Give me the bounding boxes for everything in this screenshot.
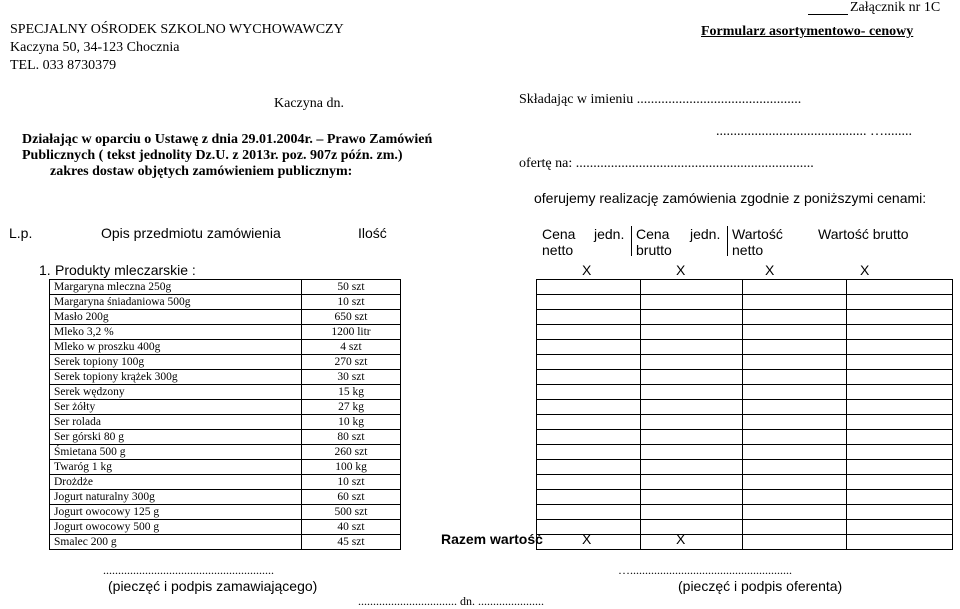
item-name: Śmietana 500 g: [50, 445, 302, 460]
table-row: [50, 415, 953, 430]
gap-cell: [401, 505, 537, 520]
gap-cell: [401, 325, 537, 340]
gross-value-cell[interactable]: [847, 325, 953, 340]
item-quantity: 650 szt: [302, 310, 401, 325]
item-quantity: 10 szt: [302, 295, 401, 310]
net-value-cell[interactable]: [743, 430, 847, 445]
gross-unit-price-cell[interactable]: [641, 325, 743, 340]
gross-unit-price-cell[interactable]: [641, 445, 743, 460]
col-net-value: [728, 226, 810, 256]
gap-cell: [401, 430, 537, 445]
item-quantity: 4 szt: [302, 340, 401, 355]
net-unit-price-cell[interactable]: [537, 490, 641, 505]
place-date: Kaczyna dn.: [274, 96, 344, 111]
item-name: Smalec 200 g: [50, 535, 302, 550]
gross-unit-price-cell[interactable]: [641, 400, 743, 415]
item-name: Serek topiony 100g: [50, 355, 302, 370]
gross-unit-price-cell[interactable]: [641, 280, 743, 295]
item-quantity: 100 kg: [302, 460, 401, 475]
net-value-cell[interactable]: [743, 475, 847, 490]
item-name: Margaryna śniadaniowa 500g: [50, 295, 302, 310]
net-value-cell[interactable]: [743, 385, 847, 400]
gross-value-cell[interactable]: [847, 310, 953, 325]
gross-unit-price-cell[interactable]: [641, 310, 743, 325]
table-row: [50, 370, 953, 385]
col-desc: Opis przedmiotu zamówienia: [101, 225, 281, 241]
org-address: Kaczyna 50, 34-123 Chocznia: [10, 40, 180, 55]
footer-left-dots: .........................................................: [103, 563, 274, 577]
net-value-cell[interactable]: [743, 280, 847, 295]
net-unit-price-cell[interactable]: [537, 430, 641, 445]
gross-unit-price-cell[interactable]: [641, 385, 743, 400]
item-quantity: 500 szt: [302, 505, 401, 520]
gross-unit-price-cell[interactable]: [641, 460, 743, 475]
item-quantity: 30 szt: [302, 370, 401, 385]
item-quantity: 10 kg: [302, 415, 401, 430]
item-name: Margaryna mleczna 250g: [50, 280, 302, 295]
col-lp: L.p.: [9, 225, 33, 241]
item-quantity: 50 szt: [302, 280, 401, 295]
net-unit-price-cell[interactable]: [537, 400, 641, 415]
gross-value-cell[interactable]: [847, 415, 953, 430]
gap-cell: [401, 385, 537, 400]
legal-line-2: Publicznych ( tekst jednolity Dz.U. z 2013r. poz. 907z późn. zm.): [22, 148, 403, 163]
net-value-cell[interactable]: [743, 445, 847, 460]
item-name: Drożdże: [50, 475, 302, 490]
footer-left-caption: (pieczęć i podpis zamawiającego): [108, 578, 318, 594]
col-net-unit-a: Cena: [542, 226, 576, 242]
net-unit-price-cell[interactable]: [537, 355, 641, 370]
item-quantity: 40 szt: [302, 520, 401, 535]
item-quantity: 27 kg: [302, 400, 401, 415]
gross-value-cell[interactable]: [847, 370, 953, 385]
gap-cell: [401, 310, 537, 325]
gross-unit-price-cell[interactable]: [641, 340, 743, 355]
net-value-cell[interactable]: [743, 370, 847, 385]
gross-unit-price-cell[interactable]: [641, 475, 743, 490]
gross-value-cell[interactable]: [847, 295, 953, 310]
table-row: [50, 460, 953, 475]
net-unit-price-cell[interactable]: [537, 385, 641, 400]
col-net-unit-c: netto: [542, 242, 574, 258]
item-name: Ser górski 80 g: [50, 430, 302, 445]
gross-unit-price-cell[interactable]: [641, 520, 743, 535]
net-unit-price-cell[interactable]: [537, 295, 641, 310]
net-value-cell[interactable]: [743, 325, 847, 340]
gross-value-cell[interactable]: [847, 340, 953, 355]
table-row: [50, 355, 953, 370]
gross-value-cell[interactable]: [847, 445, 953, 460]
item-name: Jogurt owocowy 500 g: [50, 520, 302, 535]
table-row: [50, 505, 953, 520]
summary-mark-1: X: [582, 531, 592, 547]
form-title: Formularz asortymentowo- cenowy: [701, 24, 914, 39]
net-unit-price-cell[interactable]: [537, 310, 641, 325]
item-name: Ser rolada: [50, 415, 302, 430]
gross-value-cell[interactable]: [847, 460, 953, 475]
table-row: [50, 475, 953, 490]
legal-line-1: Działając w oparciu o Ustawę z dnia 29.01.2004r. – Prawo Zamówień: [22, 132, 433, 147]
net-value-cell[interactable]: [743, 340, 847, 355]
table-row: [50, 445, 953, 460]
gross-value-cell[interactable]: [847, 505, 953, 520]
section-number: 1.: [39, 262, 51, 278]
item-name: Serek topiony krążek 300g: [50, 370, 302, 385]
net-value-cell[interactable]: [743, 400, 847, 415]
attachment-label: Załącznik nr 1C: [850, 0, 941, 15]
gap-cell: [401, 280, 537, 295]
table-row: [50, 295, 953, 310]
net-value-cell[interactable]: [743, 520, 847, 535]
net-unit-price-cell[interactable]: [537, 415, 641, 430]
org-phone: TEL. 033 8730379: [10, 58, 117, 73]
gap-cell: [401, 445, 537, 460]
col-net-unit-b: jedn.: [594, 226, 625, 242]
org-name: SPECJALNY OŚRODEK SZKOLNO WYCHOWAWCZY: [10, 22, 344, 37]
table-row: [50, 385, 953, 400]
gross-value-cell[interactable]: [847, 490, 953, 505]
gap-cell: [401, 370, 537, 385]
item-name: Masło 200g: [50, 310, 302, 325]
net-value-cell[interactable]: [743, 310, 847, 325]
footer-date-line: ................................. dn. ......................: [358, 594, 544, 608]
gap-cell: [401, 400, 537, 415]
col-gross-unit-c: brutto: [636, 242, 672, 258]
net-value-cell[interactable]: [743, 460, 847, 475]
net-value-cell[interactable]: [743, 490, 847, 505]
net-unit-price-cell[interactable]: [537, 370, 641, 385]
gross-value-cell[interactable]: [847, 520, 953, 535]
item-name: Jogurt naturalny 300g: [50, 490, 302, 505]
price-line: oferujemy realizację zamówienia zgodnie z poniższymi cenami:: [534, 190, 927, 206]
net-value-cell[interactable]: [743, 505, 847, 520]
net-value-cell[interactable]: [743, 415, 847, 430]
net-value-cell[interactable]: [743, 295, 847, 310]
col-net-value-b: netto: [732, 242, 764, 258]
legal-line-3: zakres dostaw objętych zamówieniem publicznym:: [50, 164, 353, 179]
gap-cell: [401, 415, 537, 430]
gross-value-cell[interactable]: [847, 385, 953, 400]
gross-unit-price-cell[interactable]: [641, 415, 743, 430]
footer-right-dots: …......................................................: [618, 563, 792, 577]
net-unit-price-cell[interactable]: [537, 340, 641, 355]
gross-unit-price-cell[interactable]: [641, 490, 743, 505]
gross-unit-price-cell[interactable]: [641, 355, 743, 370]
table-row: [50, 430, 953, 445]
section-mark-1: X: [582, 262, 592, 278]
col-qty: Ilość: [358, 225, 387, 241]
net-value-cell[interactable]: [743, 355, 847, 370]
table-row: [50, 340, 953, 355]
item-quantity: 60 szt: [302, 490, 401, 505]
gap-cell: [401, 475, 537, 490]
item-quantity: 45 szt: [302, 535, 401, 550]
summary-mark-2: X: [676, 531, 686, 547]
col-net-value-a: Wartość: [732, 226, 783, 242]
net-value-cell[interactable]: [743, 535, 847, 550]
item-quantity: 10 szt: [302, 475, 401, 490]
net-unit-price-cell[interactable]: [537, 445, 641, 460]
gross-unit-price-cell[interactable]: [641, 505, 743, 520]
gap-cell: [401, 355, 537, 370]
table-row: [50, 280, 953, 295]
col-gross-unit: [632, 226, 728, 256]
net-unit-price-cell[interactable]: [537, 475, 641, 490]
offer-line: ofertę na: ....................................................................: [519, 156, 814, 171]
item-name: Serek wędzony: [50, 385, 302, 400]
gap-cell: [401, 295, 537, 310]
gap-cell: [401, 340, 537, 355]
net-unit-price-cell[interactable]: [537, 505, 641, 520]
table-row: [50, 490, 953, 505]
gross-value-cell[interactable]: [847, 430, 953, 445]
item-quantity: 260 szt: [302, 445, 401, 460]
section-mark-2: X: [676, 262, 686, 278]
gross-unit-price-cell[interactable]: [641, 430, 743, 445]
table-row: [50, 325, 953, 340]
gap-cell: [401, 490, 537, 505]
item-quantity: 15 kg: [302, 385, 401, 400]
gross-value-cell[interactable]: [847, 355, 953, 370]
table-row: [50, 400, 953, 415]
gross-value-cell[interactable]: [847, 400, 953, 415]
section-mark-4: X: [860, 262, 870, 278]
item-quantity: 80 szt: [302, 430, 401, 445]
table-row: [50, 310, 953, 325]
item-name: Ser żółty: [50, 400, 302, 415]
gross-value-cell[interactable]: [847, 280, 953, 295]
items-table: [49, 279, 953, 550]
section-mark-3: X: [765, 262, 775, 278]
gross-unit-price-cell[interactable]: [641, 370, 743, 385]
item-name: Twaróg 1 kg: [50, 460, 302, 475]
net-unit-price-cell[interactable]: [537, 325, 641, 340]
item-quantity: 1200 litr: [302, 325, 401, 340]
item-name: Jogurt owocowy 125 g: [50, 505, 302, 520]
item-name: Mleko 3,2 %: [50, 325, 302, 340]
col-gross-unit-a: Cena: [636, 226, 670, 242]
gross-unit-price-cell[interactable]: [641, 295, 743, 310]
summary-label: Razem wartość: [441, 531, 543, 547]
gross-unit-price-cell[interactable]: [641, 535, 743, 550]
attachment-rule: [808, 14, 848, 15]
section-title: Produkty mleczarskie :: [55, 262, 196, 278]
submit-line: Składając w imieniu ...............................................: [519, 92, 802, 107]
net-unit-price-cell[interactable]: [537, 280, 641, 295]
gross-value-cell[interactable]: [847, 535, 953, 550]
col-net-unit: [536, 226, 632, 256]
col-gross-value: Wartość brutto: [818, 226, 909, 242]
net-unit-price-cell[interactable]: [537, 460, 641, 475]
dots-line: ........................................... …........: [716, 124, 912, 139]
gross-value-cell[interactable]: [847, 475, 953, 490]
col-gross-unit-b: jedn.: [690, 226, 721, 242]
gap-cell: [401, 460, 537, 475]
item-quantity: 270 szt: [302, 355, 401, 370]
footer-right-caption: (pieczęć i podpis oferenta): [678, 578, 843, 594]
item-name: Mleko w proszku 400g: [50, 340, 302, 355]
